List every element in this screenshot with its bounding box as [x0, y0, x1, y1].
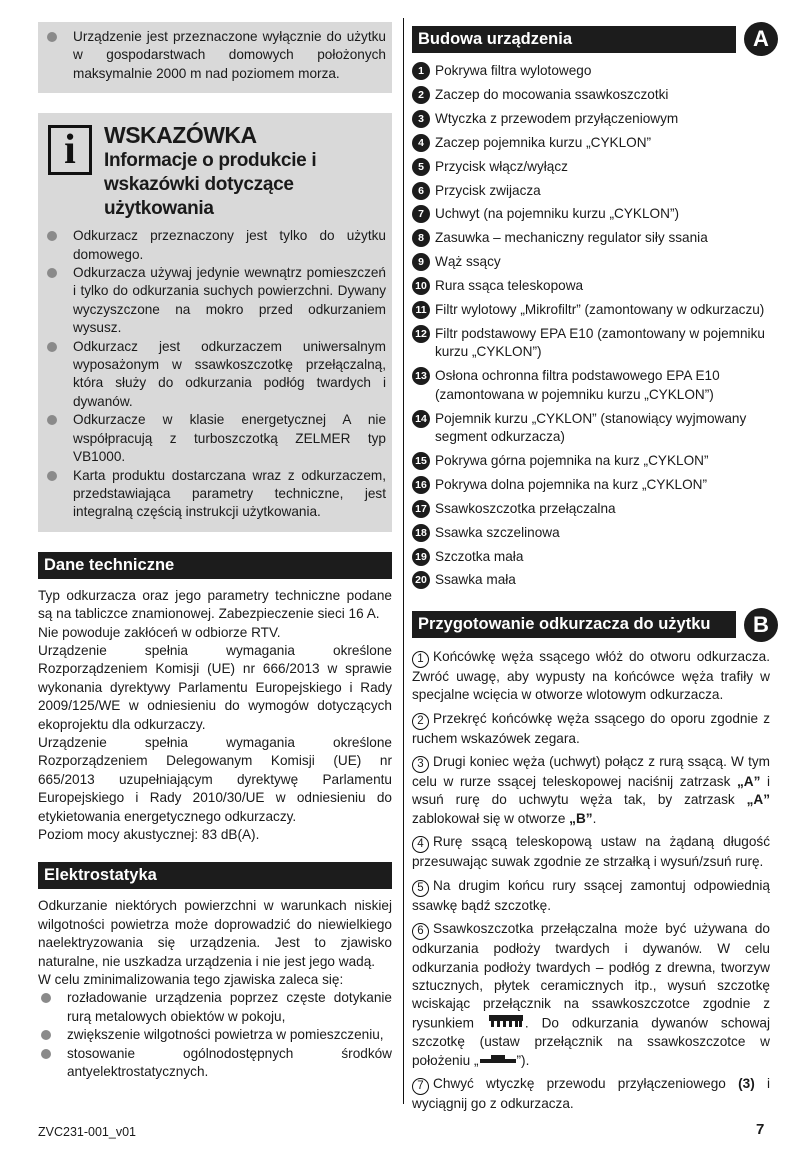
- part-label: Ssawka mała: [435, 572, 516, 588]
- list-item: [412, 229, 770, 247]
- step-number: 1: [412, 651, 429, 668]
- number-badge: 10: [412, 277, 430, 295]
- step-text: Chwyć wtyczkę przewodu przyłączeniowego: [433, 1076, 739, 1092]
- number-badge: 14: [412, 410, 430, 428]
- list-item: [412, 524, 770, 542]
- number-badge: 8: [412, 229, 430, 247]
- part-label: Filtr podstawowy EPA E10 (zamontowany w pojemniku kurzu „CYKLON”): [435, 325, 765, 360]
- section-elektro: [38, 862, 392, 1081]
- section-title-budowa: Budowa urządzenia: [412, 26, 736, 53]
- step-text: ”).: [516, 1052, 530, 1068]
- step-number: 2: [412, 713, 429, 730]
- document-code: ZVC231-001_v01: [38, 1125, 136, 1139]
- step-number: 3: [412, 756, 429, 773]
- step-5: [412, 877, 770, 915]
- section-dane: [38, 552, 392, 845]
- number-badge: 9: [412, 253, 430, 271]
- list-item: [412, 134, 770, 152]
- list-item: [412, 367, 770, 404]
- step-6: [412, 920, 770, 1070]
- section-badge-b: B: [744, 608, 778, 642]
- step-number: 4: [412, 836, 429, 853]
- part-label: Wąż ssący: [435, 254, 501, 270]
- section-body-elektro: [38, 897, 392, 1081]
- number-badge: 13: [412, 367, 430, 385]
- part-label: Wtyczka z przewodem przyłączeniowym: [435, 110, 679, 126]
- list-item: zwiększenie wilgotności powietrza w pomieszczeniu,: [38, 1026, 392, 1044]
- number-badge: 4: [412, 134, 430, 152]
- part-reference: (3): [738, 1076, 755, 1092]
- list-item: Odkurzacz jest odkurzaczem uniwersalnym wyposażonym w ssawkoszczotkę przełączalną, która służy do odkurzania podłóg twardych i dywanów.: [44, 338, 386, 412]
- list-item: stosowanie ogólnodostępnych środków antyelektrostatycznych.: [38, 1045, 392, 1082]
- part-label: Osłona ochronna filtra podstawowego EPA E10 (zamontowana w pojemniku kurzu „CYKLON”): [435, 368, 720, 402]
- page-number: 7: [756, 1121, 765, 1138]
- list-item: [412, 277, 770, 295]
- section-title-elektro: Elektrostatyka: [38, 862, 392, 889]
- step-text: Rurę ssącą teleskopową ustaw na żądaną długość przesuwając suwak zgodnie ze strzałką i wysuń/zsuń rurę.: [412, 834, 770, 870]
- list-item: [412, 452, 770, 470]
- step-text: Końcówkę węża ssącego włóż do otworu odkurzacza. Zwróć uwagę, aby wypusty na końcówce węża trafiły w specjalne wcięcia w otworze wlotowym odkurzacza.: [412, 648, 770, 703]
- hint-header: [44, 121, 386, 221]
- step-7: [412, 1075, 770, 1113]
- part-label: Szczotka mała: [435, 548, 524, 564]
- list-item: [412, 476, 770, 494]
- step-number: 5: [412, 880, 429, 897]
- left-column: [38, 22, 392, 1081]
- step-number: 7: [412, 1078, 429, 1095]
- number-badge: 6: [412, 182, 430, 200]
- step-text: Ssawkoszczotka przełączalna może być używana do odkurzania podłoży twardych i dywanów. W celu odkurzania podłoży twardych – podłóg z drewna, tworzyw sztucznych, płytek ceramicznych itp., wysuń szczotkę wciskając przełącznik na ssawkoszczotce zgodnie z rysunkiem: [412, 921, 770, 1031]
- list-item: [412, 86, 770, 104]
- number-badge: 5: [412, 158, 430, 176]
- number-badge: 1: [412, 62, 430, 80]
- step-text: zablokował się w otworze: [412, 810, 570, 826]
- elektro-list: [38, 989, 392, 1081]
- part-label: Pojemnik kurzu „CYKLON” (stanowiący wyjmowany segment odkurzacza): [435, 410, 747, 444]
- part-label: Zaczep do mocowania ssawkoszczotki: [435, 86, 669, 102]
- step-4: [412, 833, 770, 871]
- number-badge: 19: [412, 548, 430, 566]
- number-badge: 11: [412, 301, 430, 319]
- right-column: [412, 22, 770, 1119]
- step-text: Drugi koniec węża (uchwyt) połącz z rurą ssącą. W tym celu w rurze ssącej teleskopowej naciśnij zatrzask: [412, 754, 770, 790]
- hint-title: WSKAZÓWKA: [104, 122, 257, 149]
- part-label: Zaczep pojemnika kurzu „CYKLON”: [435, 134, 652, 150]
- number-badge: 3: [412, 110, 430, 128]
- part-label: Pokrywa dolna pojemnika na kurz „CYKLON”: [435, 476, 707, 492]
- intro-list: [44, 28, 386, 83]
- list-item: Karta produktu dostarczana wraz z odkurzaczem, przedstawiająca parametry techniczne, jest integralną częścią instrukcji użytkowania.: [44, 467, 386, 522]
- hint-list: [44, 227, 386, 522]
- latch-label: „A”: [736, 774, 761, 790]
- section-przyg-header: [412, 608, 770, 642]
- list-item: [412, 182, 770, 200]
- list-item: [412, 158, 770, 176]
- paragraph: Typ odkurzacza oraz jego parametry techniczne podane są na tabliczce znamionowej. Zabezpieczenie sieci 16 A.: [38, 587, 392, 622]
- step-number: 6: [412, 923, 429, 940]
- section-title-przyg: Przygotowanie odkurzacza do użytku: [412, 611, 736, 638]
- list-item: [412, 500, 770, 518]
- section-badge-a: A: [744, 22, 778, 56]
- list-item: [412, 410, 770, 447]
- step-text: . Do odkurzania dywanów schowaj szczotkę (ustaw przełącznik na ssawkoszczotce w położeniu „: [412, 1015, 771, 1068]
- parts-list: [412, 62, 770, 590]
- list-item: Odkurzacza używaj jedynie wewnątrz pomieszczeń i tylko do odkurzania suchych powierzchni. Dywany wyczyszczone na mokro przed odkurzaniem wysusz.: [44, 264, 386, 338]
- section-budowa-header: [412, 22, 770, 56]
- part-label: Ssawkoszczotka przełączalna: [435, 500, 616, 516]
- part-label: Przycisk zwijacza: [435, 182, 541, 198]
- list-item: [412, 205, 770, 223]
- column-divider: [403, 18, 404, 1104]
- number-badge: 12: [412, 325, 430, 343]
- part-label: Rura ssąca teleskopowa: [435, 278, 584, 294]
- list-item: Odkurzacze w klasie energetycznej A nie współpracują z turboszczotką ZELMER typ VB1000.: [44, 411, 386, 466]
- hint-box: [38, 113, 392, 532]
- brush-extended-icon: [487, 1014, 525, 1033]
- number-badge: 7: [412, 205, 430, 223]
- brush-retracted-icon: [479, 1052, 517, 1070]
- paragraph: Urządzenie spełnia wymagania określone Rozporządzeniem Komisji (UE) nr 666/2013 w sprawie wykonania dyrektywy Parlamentu Europejskiego i Rady 2009/125/WE w odniesieniu do wymogów dotyczących ekoprojektu dla odkurzaczy.: [38, 642, 392, 732]
- opening-label: „B”: [569, 810, 593, 826]
- list-item: [412, 571, 770, 589]
- paragraph: Urządzenie spełnia wymagania określone Rozporządzeniem Delegowanym Komisji (UE) nr 665/2013 uzupełniającym dyrektywę Parlamentu Europejskiego i Rady 2010/30/UE w odniesieniu do etykietowania energetycznego odkurzaczy.: [38, 734, 392, 824]
- number-badge: 2: [412, 86, 430, 104]
- part-label: Zasuwka – mechaniczny regulator siły ssania: [435, 230, 708, 246]
- step-text: i wyciągnij go z odkurzacza.: [412, 1076, 770, 1112]
- number-badge: 15: [412, 452, 430, 470]
- paragraph: Nie powoduje zakłóceń w odbiorze RTV.: [38, 624, 281, 640]
- list-item: [412, 253, 770, 271]
- info-icon: i: [48, 125, 92, 175]
- section-body-dane: [38, 587, 392, 845]
- step-3: [412, 753, 770, 828]
- part-label: Uchwyt (na pojemniku kurzu „CYKLON”): [435, 206, 680, 222]
- list-item: rozładowanie urządzenia poprzez częste dotykanie rurą metalowych obiektów w pokoju,: [38, 989, 392, 1026]
- part-label: Przycisk włącz/wyłącz: [435, 158, 568, 174]
- number-badge: 20: [412, 571, 430, 589]
- part-label: Ssawka szczelinowa: [435, 524, 560, 540]
- part-label: Pokrywa górna pojemnika na kurz „CYKLON”: [435, 452, 709, 468]
- section-title-dane: Dane techniczne: [38, 552, 392, 579]
- step-text: Przekręć końcówkę węża ssącego do oporu zgodnie z ruchem wskazówek zegara.: [412, 710, 770, 746]
- part-label: Pokrywa filtra wylotowego: [435, 63, 592, 78]
- list-item: [412, 62, 770, 80]
- list-item: [412, 325, 770, 362]
- latch-label: „A”: [746, 792, 770, 808]
- step-text: i wsuń rurę do uchwytu węża tak, by zatrzask: [412, 774, 771, 808]
- list-item: [412, 110, 770, 128]
- step-2: [412, 710, 770, 748]
- list-item: [412, 548, 770, 566]
- hint-subtitle: Informacje o produkcie i wskazówki dotyczące użytkowania: [104, 150, 317, 220]
- number-badge: 17: [412, 500, 430, 518]
- list-item: Odkurzacz przeznaczony jest tylko do użytku domowego.: [44, 227, 386, 264]
- intro-box: [38, 22, 392, 93]
- list-item: Urządzenie jest przeznaczone wyłącznie do użytku w gospodarstwach domowych położonych maksymalnie 2000 m nad poziomem morza.: [44, 28, 386, 83]
- number-badge: 18: [412, 524, 430, 542]
- step-text: .: [592, 810, 597, 826]
- number-badge: 16: [412, 476, 430, 494]
- step-text: Na drugim końcu rury ssącej zamontuj odpowiednią ssawkę bądź szczotkę.: [412, 877, 770, 913]
- part-label: Filtr wylotowy „Mikrofiltr” (zamontowany w odkurzaczu): [435, 302, 765, 318]
- paragraph: Poziom mocy akustycznej: 83 dB(A).: [38, 827, 260, 842]
- steps-list: [412, 648, 770, 1114]
- paragraph: Odkurzanie niektórych powierzchni w warunkach niskiej wilgotności powietrza może doprowadzić do niewielkiego naelektryzowania się urządzenia. Jest to zjawisko naturalne, nie uszkadza urządzenia i nie jest jego wadą.: [38, 898, 392, 969]
- paragraph: W celu zminimalizowania tego zjawiska zaleca się:: [38, 972, 344, 988]
- step-1: [412, 648, 770, 705]
- list-item: [412, 301, 770, 319]
